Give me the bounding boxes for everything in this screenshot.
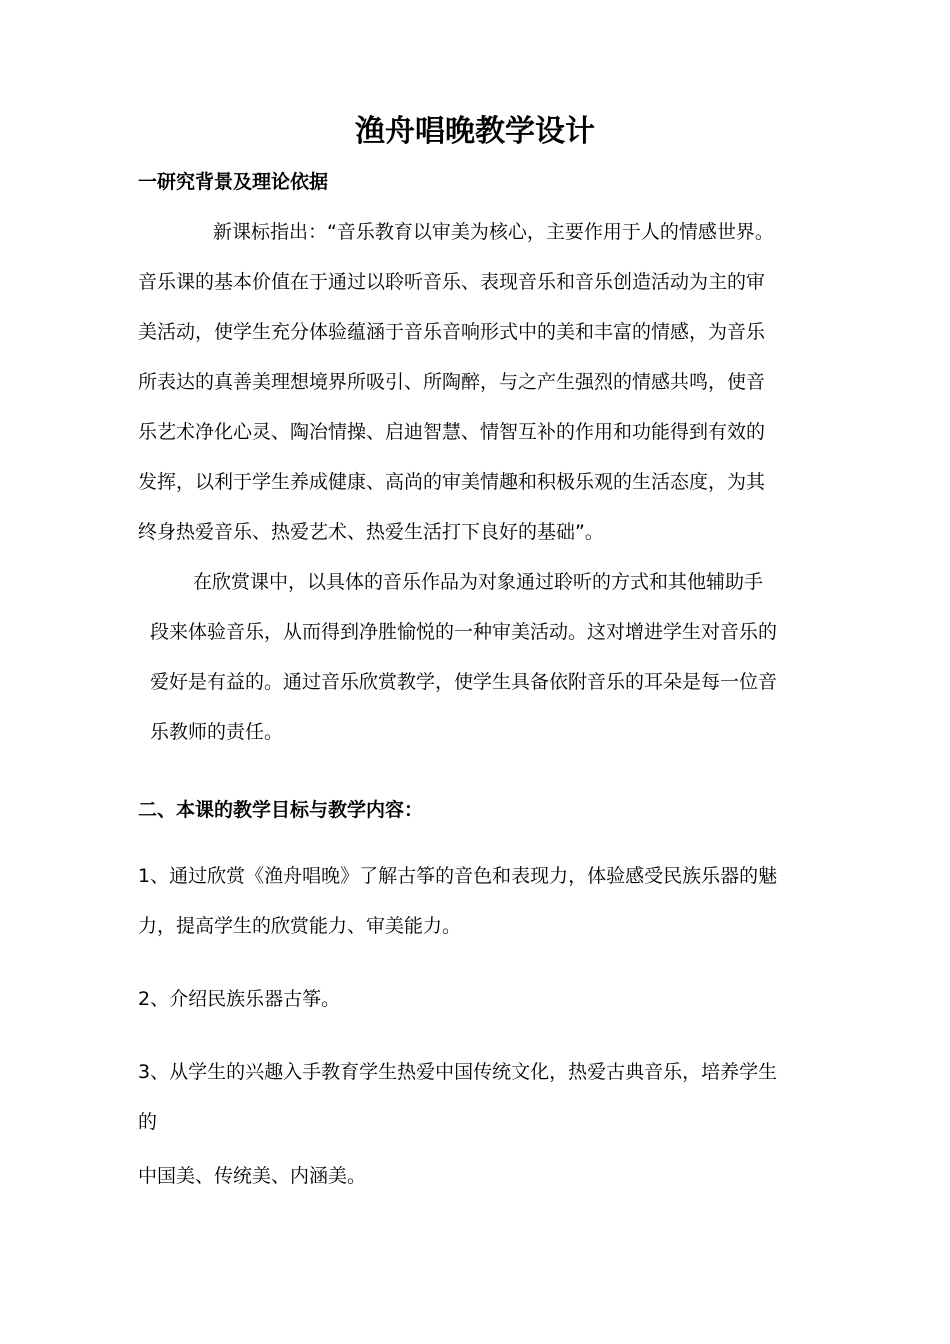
list-item-line: 中国美、传统美、内涵美。: [138, 1165, 367, 1187]
paragraph-line: 爱好是有益的。通过音乐欣赏教学，使学生具备依附音乐的耳朵是每一位音: [150, 671, 778, 693]
section-heading-research-background: 一研究背景及理论依据: [138, 171, 329, 193]
paragraph-line: 美活动，使学生充分体验蕴涵于音乐音响形式中的美和丰富的情感，为音乐: [138, 321, 766, 343]
list-item-line: 1、通过欣赏《渔舟唱晚》了解古筝的音色和表现力，体验感受民族乐器的魅: [138, 865, 778, 887]
paragraph-line: 所表达的真善美理想境界所吸引、所陶醉，与之产生强烈的情感共鸣，使音: [138, 371, 766, 393]
list-item-line: 3、从学生的兴趣入手教育学生热爱中国传统文化，热爱古典音乐，培养学生: [138, 1061, 778, 1083]
paragraph-line: 段来体验音乐，从而得到净胜愉悦的一种审美活动。这对增进学生对音乐的: [150, 621, 778, 643]
paragraph-line: 发挥，以利于学生养成健康、高尚的审美情趣和积极乐观的生活态度，为其: [138, 471, 766, 493]
paragraph-line: 乐艺术净化心灵、陶冶情操、启迪智慧、情智互补的作用和功能得到有效的: [138, 421, 766, 443]
list-item-line: 的: [138, 1111, 158, 1133]
paragraph-line: 乐教师的责任。: [150, 721, 284, 743]
paragraph-line: 终身热爱音乐、热爱艺术、热爱生活打下良好的基础”。: [138, 521, 604, 543]
paragraph-line: 音乐课的基本价值在于通过以聆听音乐、表现音乐和音乐创造活动为主的审: [138, 271, 766, 293]
paragraph-line: 在欣赏课中，以具体的音乐作品为对象通过聆听的方式和其他辅助手: [193, 571, 764, 593]
list-item-line: 2、介绍民族乐器古筝。: [138, 988, 341, 1010]
paragraph-line: 新课标指出：“音乐教育以审美为核心，主要作用于人的情感世界。: [213, 221, 774, 243]
document-title: 渔舟唱晚教学设计: [355, 114, 595, 149]
section-heading-teaching-goals: 二、本课的教学目标与教学内容：: [138, 799, 424, 821]
list-item-line: 力，提高学生的欣赏能力、审美能力。: [138, 915, 462, 937]
